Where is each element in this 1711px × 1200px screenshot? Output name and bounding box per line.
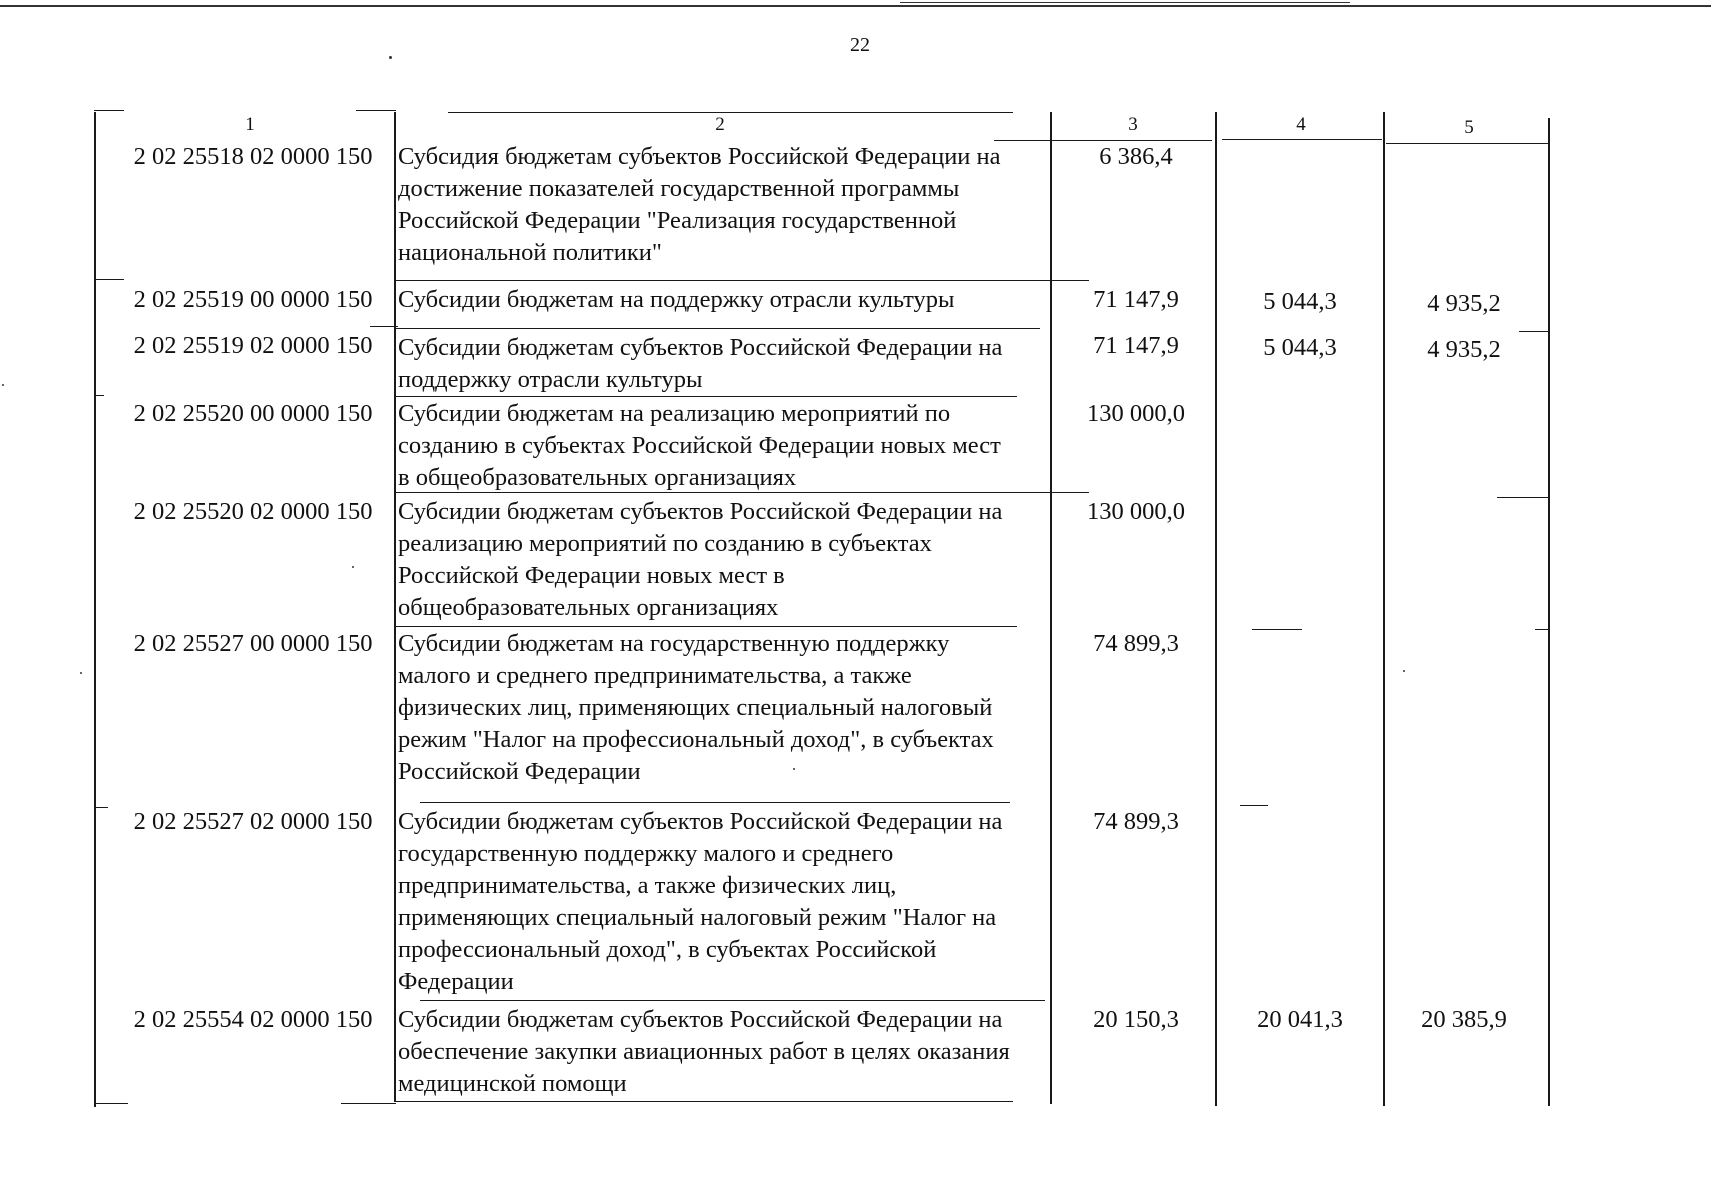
description-line: Субсидии бюджетам на реализацию мероприятий по <box>398 400 951 427</box>
header-bottom-line-5 <box>1386 143 1548 144</box>
row-description <box>398 141 1058 269</box>
row-col4-value: 20 041,3 <box>1257 1006 1343 1033</box>
scan-speck <box>80 672 82 674</box>
description-line: Субсидии бюджетам субъектов Российской Федерации на <box>398 808 1003 835</box>
page-number: 22 <box>850 34 870 56</box>
row-separator-2b <box>1519 331 1548 332</box>
description-line: Субсидии бюджетам субъектов Российской Федерации на <box>398 1006 1003 1033</box>
description-line: медицинской помощи <box>398 1070 627 1097</box>
header-top-line-1b <box>356 110 396 111</box>
description-line: государственную поддержку малого и среднего <box>398 840 894 867</box>
table-bottom-line-1b <box>341 1103 396 1104</box>
column-divider-3-4 <box>1215 112 1217 1106</box>
description-line: достижение показателей государственной программы <box>398 175 960 202</box>
row-separator-6a <box>94 807 108 808</box>
description-line: Субсидия бюджетам субъектов Российской Федерации на <box>398 143 1001 170</box>
row-code: 2 02 25520 00 0000 150 <box>133 400 373 427</box>
description-line: национальной политики" <box>398 239 662 266</box>
description-line: созданию в субъектах Российской Федерации новых мест <box>398 432 1001 459</box>
description-line: в общеобразовательных организациях <box>398 464 797 491</box>
description-line: Субсидии бюджетам на государственную поддержку <box>398 630 950 657</box>
row-col3-value: 6 386,4 <box>1099 143 1173 170</box>
row-col5-value: 4 935,2 <box>1427 290 1501 317</box>
description-line: Субсидии бюджетам субъектов Российской Федерации на <box>398 498 1003 525</box>
row-col3-value: 71 147,9 <box>1093 286 1179 313</box>
row-separator-1a <box>94 279 124 280</box>
row-separator-6 <box>420 802 1010 803</box>
header-col-4: 4 <box>1296 114 1306 135</box>
row-col3-value: 74 899,3 <box>1093 808 1179 835</box>
row-description <box>398 496 1058 624</box>
description-line: режим "Налог на профессиональный доход", в субъектах <box>398 726 994 753</box>
header-bottom-line-4 <box>1222 139 1382 140</box>
row-col3-value: 20 150,3 <box>1093 1006 1179 1033</box>
description-line: Федерации <box>398 968 514 995</box>
scan-edge-top <box>0 5 1711 7</box>
row-code: 2 02 25520 02 0000 150 <box>133 498 373 525</box>
table-bottom-line-2 <box>395 1101 1013 1102</box>
row-separator-2 <box>395 328 1040 329</box>
row-separator-4b <box>1497 497 1548 498</box>
row-description <box>398 332 1058 396</box>
row-col3-value: 130 000,0 <box>1087 400 1185 427</box>
row-separator-6b <box>1240 805 1268 806</box>
row-description <box>398 628 1058 788</box>
description-line: предпринимательства, а также физических лиц, <box>398 872 897 899</box>
scan-speck <box>389 56 392 59</box>
header-col-2: 2 <box>715 114 725 135</box>
row-col3-value: 71 147,9 <box>1093 332 1179 359</box>
row-code: 2 02 25519 00 0000 150 <box>133 286 373 313</box>
row-separator-7 <box>420 1000 1045 1001</box>
column-divider-1-2 <box>394 112 396 1102</box>
description-line: Субсидии бюджетам на поддержку отрасли культуры <box>398 286 955 313</box>
table-left-border <box>94 112 96 1107</box>
description-line: Российской Федерации новых мест в <box>398 562 785 589</box>
scan-edge-top-2 <box>900 2 1350 3</box>
header-top-line-1 <box>94 110 124 111</box>
row-separator-5b <box>1252 629 1302 630</box>
header-col-5: 5 <box>1464 117 1474 138</box>
row-col3-value: 130 000,0 <box>1087 498 1185 525</box>
row-separator-1 <box>395 280 1089 281</box>
description-line: Российской Федерации "Реализация государственной <box>398 207 957 234</box>
row-description <box>398 806 1058 998</box>
row-col5-value: 20 385,9 <box>1421 1006 1507 1033</box>
row-description <box>398 284 1058 316</box>
description-line: малого и среднего предпринимательства, а также <box>398 662 912 689</box>
row-col4-value: 5 044,3 <box>1263 334 1337 361</box>
column-divider-4-5 <box>1383 112 1385 1106</box>
scan-speck <box>352 566 354 568</box>
description-line: применяющих специальный налоговый режим "Налог на <box>398 904 997 931</box>
row-description <box>398 1004 1058 1100</box>
table-right-border <box>1548 118 1550 1106</box>
scan-speck <box>2 384 4 386</box>
row-description <box>398 398 1058 494</box>
row-code: 2 02 25527 02 0000 150 <box>133 808 373 835</box>
description-line: поддержку отрасли культуры <box>398 366 703 393</box>
description-line: Субсидии бюджетам субъектов Российской Федерации на <box>398 334 1003 361</box>
row-separator-3a <box>94 395 104 396</box>
row-col4-value: 5 044,3 <box>1263 288 1337 315</box>
scan-speck <box>1403 670 1405 672</box>
row-code: 2 02 25527 00 0000 150 <box>133 630 373 657</box>
row-separator-2a <box>370 326 398 327</box>
header-col-3: 3 <box>1128 114 1138 135</box>
row-code: 2 02 25518 02 0000 150 <box>133 143 373 170</box>
row-col5-value: 4 935,2 <box>1427 336 1501 363</box>
row-separator-5c <box>1535 629 1548 630</box>
table-bottom-line-1 <box>94 1103 128 1104</box>
description-line: обеспечение закупки авиационных работ в целях оказания <box>398 1038 1010 1065</box>
row-col3-value: 74 899,3 <box>1093 630 1179 657</box>
description-line: физических лиц, применяющих специальный налоговый <box>398 694 993 721</box>
description-line: общеобразовательных организациях <box>398 594 779 621</box>
scan-speck <box>793 768 795 770</box>
header-col-1: 1 <box>245 114 255 135</box>
row-code: 2 02 25554 02 0000 150 <box>133 1006 373 1033</box>
description-line: профессиональный доход", в субъектах Российской <box>398 936 937 963</box>
description-line: Российской Федерации <box>398 758 641 785</box>
row-code: 2 02 25519 02 0000 150 <box>133 332 373 359</box>
description-line: реализацию мероприятий по созданию в субъектах <box>398 530 932 557</box>
